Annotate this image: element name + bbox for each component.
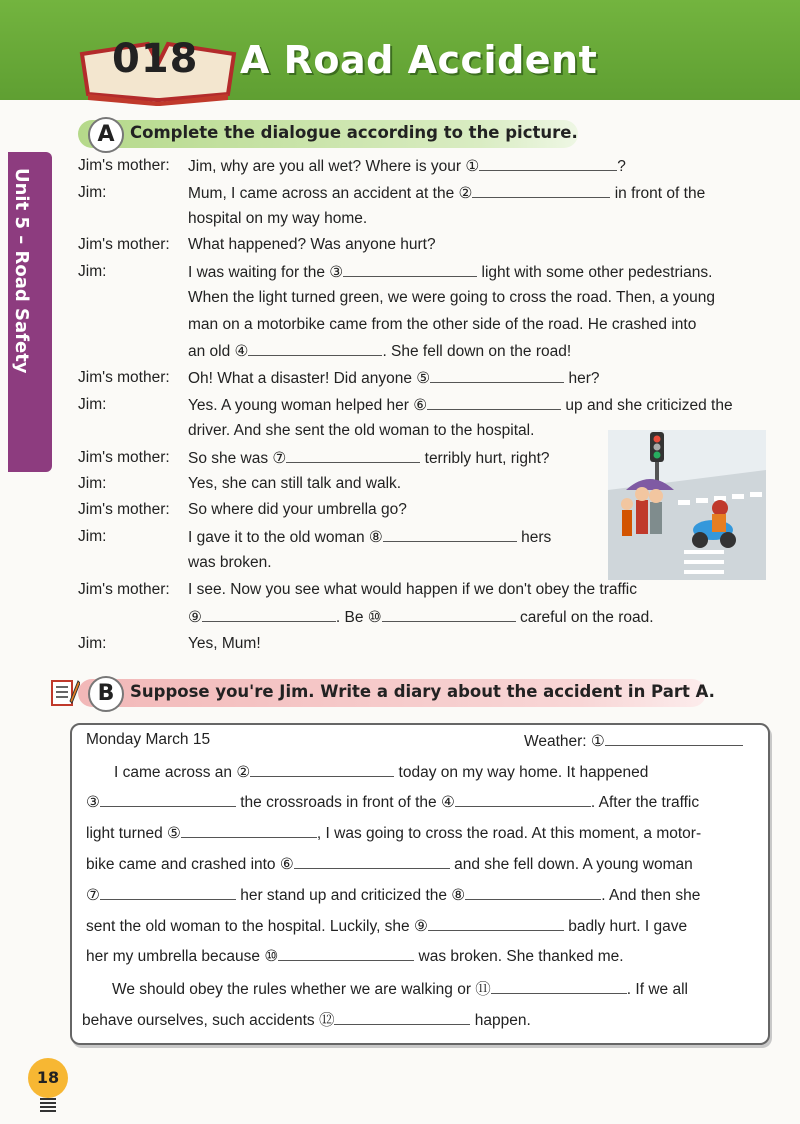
diary-line: ⑦ her stand up and criticized the ⑧ . And then she: [86, 887, 701, 904]
answer-blank[interactable]: [100, 792, 236, 807]
dialogue-line: ⑨ . Be ⑩ careful on the road.: [188, 609, 654, 626]
diary-line: We should obey the rules whether we are walking or ⑪ . If we all: [112, 981, 688, 998]
section-b-instruction: Suppose you're Jim. Write a diary about the accident in Part A.: [130, 682, 715, 701]
dialogue-line: What happened? Was anyone hurt?: [188, 236, 436, 253]
dialogue-line: was broken.: [188, 554, 272, 571]
answer-blank[interactable]: [430, 368, 564, 383]
diary-line: behave ourselves, such accidents ⑫ happen.: [82, 1012, 531, 1029]
unit-number: 018: [112, 36, 199, 82]
dialogue-line: an old ④ . She fell down on the road!: [188, 343, 572, 360]
lightbulb-icon: [40, 1098, 56, 1112]
answer-blank[interactable]: [491, 979, 627, 994]
page-title: A Road Accident: [240, 38, 598, 82]
diary-line: ③ the crossroads in front of the ④ . After the traffic: [86, 794, 700, 811]
answer-blank[interactable]: [248, 341, 382, 356]
dialogue-line: Yes, Mum!: [188, 635, 261, 652]
dialogue-speaker: Jim's mother:: [78, 501, 170, 518]
answer-blank[interactable]: [250, 762, 394, 777]
answer-blank[interactable]: [383, 527, 517, 542]
answer-blank[interactable]: [465, 885, 601, 900]
unit-side-tab-label: Unit 5 – Road Safety: [11, 168, 32, 374]
diary-line: sent the old woman to the hospital. Luckily, she ⑨ badly hurt. I gave: [86, 918, 688, 935]
dialogue-line: I gave it to the old woman ⑧ hers: [188, 529, 552, 546]
dialogue-speaker: Jim's mother:: [78, 449, 170, 466]
answer-blank[interactable]: [382, 607, 516, 622]
answer-blank[interactable]: [100, 885, 236, 900]
answer-blank[interactable]: [605, 731, 743, 746]
diary-line: I came across an ② today on my way home. It happened: [114, 764, 649, 781]
dialogue-speaker: Jim:: [78, 635, 107, 652]
answer-blank[interactable]: [472, 183, 610, 198]
section-a-instruction: Complete the dialogue according to the picture.: [130, 123, 578, 142]
answer-blank[interactable]: [294, 854, 450, 869]
accident-illustration: [608, 430, 766, 580]
answer-blank[interactable]: [286, 448, 420, 463]
dialogue-line: Oh! What a disaster! Did anyone ⑤ her?: [188, 370, 600, 387]
answer-blank[interactable]: [343, 262, 477, 277]
dialogue-speaker: Jim:: [78, 263, 107, 280]
answer-blank[interactable]: [455, 792, 591, 807]
diary-line: bike came and crashed into ⑥ and she fell down. A young woman: [86, 856, 693, 873]
dialogue-speaker: Jim's mother:: [78, 369, 170, 386]
section-a-letter: A: [88, 117, 124, 153]
section-b-letter: B: [88, 676, 124, 712]
diary-date: Monday March 15: [86, 731, 211, 748]
dialogue-line: So she was ⑦ terribly hurt, right?: [188, 450, 550, 467]
diary-line: her my umbrella because ⑩ was broken. She thanked me.: [86, 948, 624, 965]
dialogue-speaker: Jim's mother:: [78, 157, 170, 174]
answer-blank[interactable]: [479, 156, 617, 171]
dialogue-speaker: Jim's mother:: [78, 581, 170, 598]
dialogue-line: So where did your umbrella go?: [188, 501, 407, 518]
dialogue-line: I was waiting for the ③ light with some other pedestrians.: [188, 264, 713, 281]
dialogue-line: Yes, she can still talk and walk.: [188, 475, 402, 492]
page-number: 18: [28, 1058, 68, 1098]
pencil-note-icon: [50, 677, 80, 707]
dialogue-line: Jim, why are you all wet? Where is your ① ?: [188, 158, 626, 175]
dialogue-line: Yes. A young woman helped her ⑥ up and she criticized the: [188, 397, 733, 414]
answer-blank[interactable]: [428, 916, 564, 931]
dialogue-line: man on a motorbike came from the other side of the road. He crashed into: [188, 316, 697, 333]
dialogue-line: hospital on my way home.: [188, 210, 368, 227]
dialogue-line: driver. And she sent the old woman to the hospital.: [188, 422, 535, 439]
dialogue-line: Mum, I came across an accident at the ② in front of the: [188, 185, 706, 202]
unit-side-tab: [8, 152, 52, 472]
diary-weather: Weather: ①: [524, 731, 743, 751]
answer-blank[interactable]: [181, 823, 317, 838]
dialogue-line: I see. Now you see what would happen if we don't obey the traffic: [188, 581, 638, 598]
diary-line: light turned ⑤ , I was going to cross the road. At this moment, a motor-: [86, 825, 702, 842]
dialogue-speaker: Jim:: [78, 396, 107, 413]
dialogue-speaker: Jim:: [78, 528, 107, 545]
answer-blank[interactable]: [427, 395, 561, 410]
answer-blank[interactable]: [278, 946, 414, 961]
dialogue-speaker: Jim:: [78, 475, 107, 492]
dialogue-speaker: Jim's mother:: [78, 236, 170, 253]
answer-blank[interactable]: [334, 1010, 470, 1025]
dialogue-speaker: Jim:: [78, 184, 107, 201]
dialogue-line: When the light turned green, we were going to cross the road. Then, a young: [188, 289, 716, 306]
answer-blank[interactable]: [202, 607, 336, 622]
